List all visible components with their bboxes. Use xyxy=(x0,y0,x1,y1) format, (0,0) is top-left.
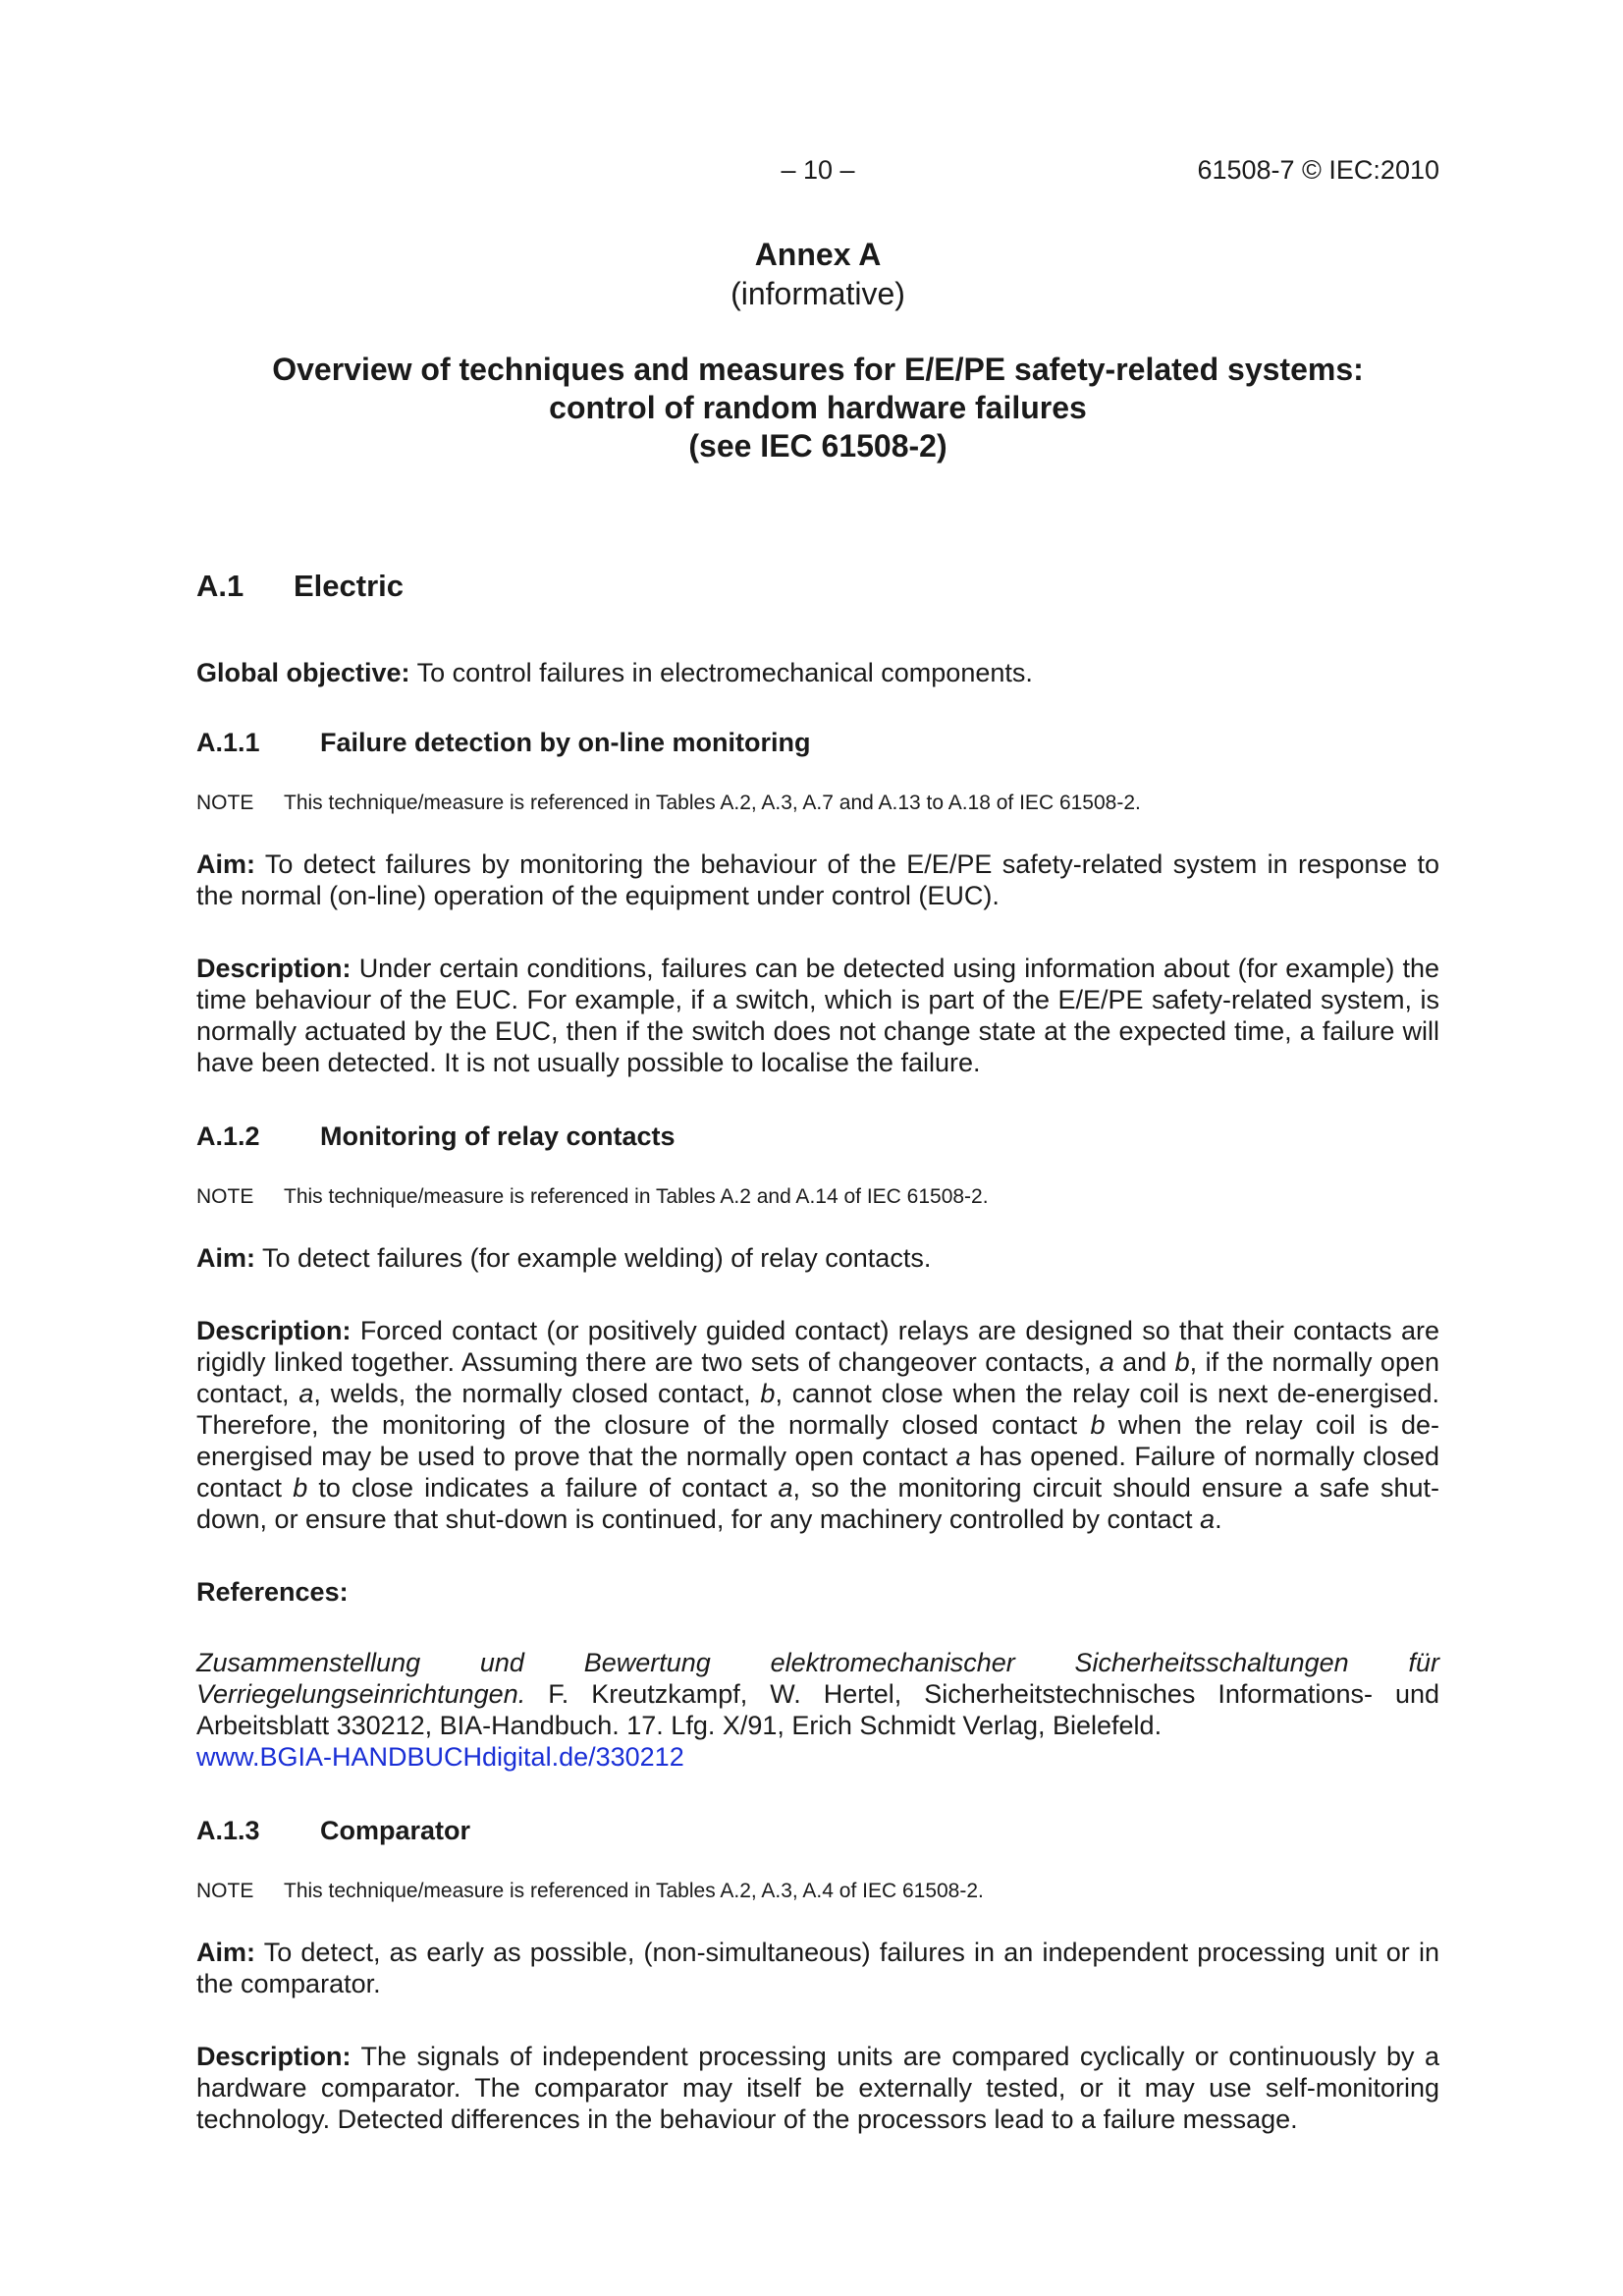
description-part: Forced contact (or positively guided contact) relays are designed so that their contacts are rigidly linked together. Assuming there are two sets of changeover contacts, xyxy=(196,1316,1439,1377)
aim-label: Aim: xyxy=(196,849,255,879)
contact-variable: a xyxy=(1200,1504,1216,1534)
contact-variable: a xyxy=(1099,1347,1114,1377)
description-part: when the relay coil is de-energised may be used to prove that the normally open contact xyxy=(196,1410,1440,1471)
contact-variable: a xyxy=(778,1473,793,1503)
description-paragraph xyxy=(196,953,1439,1078)
description-text: Under certain conditions, failures can be detected using information about (for example) the time behaviour of the EUC. For example, if a switch, which is part of the E/E/PE safety-related system, is normally actuated by the EUC, then if the switch does not change state at the expected time, a failure will have been detected. It is not usually possible to localise the failure. xyxy=(196,954,1439,1077)
contact-variable: b xyxy=(293,1473,308,1503)
global-objective-label: Global objective: xyxy=(196,658,410,687)
description-part: has opened. Failure of normally closed contact xyxy=(196,1442,1439,1503)
description-label: Description: xyxy=(196,954,352,983)
aim-text: To detect failures (for example welding) of relay contacts. xyxy=(262,1243,932,1273)
description-text xyxy=(196,1316,1439,1534)
description-part: , if the normally open contact, xyxy=(196,1347,1439,1408)
note-label: NOTE xyxy=(196,792,254,814)
reference-title: Zusammenstellung und Bewertung elektromechanischer Sicherheitsschaltungen für Verriegelungseinrichtungen. xyxy=(196,1648,1439,1709)
note-text: This technique/measure is referenced in Tables A.2, A.3, A.7 and A.13 to A.18 of IEC 61508-2. xyxy=(284,792,1141,814)
aim-text: To detect, as early as possible, (non-simultaneous) failures in an independent processing unit or in the comparator. xyxy=(196,1938,1439,1998)
subsection-number: A.1.3 xyxy=(196,1816,260,1845)
note xyxy=(196,1183,1439,1211)
description-part: to close indicates a failure of contact xyxy=(307,1473,779,1503)
aim-paragraph xyxy=(196,1937,1439,1999)
references-label: References: xyxy=(196,1577,349,1607)
contact-variable: b xyxy=(1174,1347,1190,1377)
section-title: Electric xyxy=(294,569,405,603)
page-number: – 10 – xyxy=(781,155,855,185)
aim-text: To detect failures by monitoring the behaviour of the E/E/PE safety-related system in response to the normal (on-line) operation of the equipment under control (EUC). xyxy=(196,849,1439,910)
annex-status: (informative) xyxy=(730,276,905,311)
note-text: This technique/measure is referenced in Tables A.2, A.3, A.4 of IEC 61508-2. xyxy=(284,1880,984,1902)
aim-paragraph xyxy=(196,848,1439,911)
description-part: , cannot close when the relay coil is next de-energised. Therefore, the monitoring of the closure of the normally closed contact xyxy=(196,1379,1440,1440)
note-label: NOTE xyxy=(196,1185,254,1208)
description-text: The signals of independent processing units are compared cyclically or continuously by a hardware comparator. The comparator may itself be externally tested, or it may use self-monitoring technology. Detected differences in the behaviour of the processors lead to a failure message. xyxy=(196,2042,1440,2134)
global-objective-text: To control failures in electromechanical components. xyxy=(416,658,1033,687)
subsection-title: Monitoring of relay contacts xyxy=(320,1121,676,1151)
note-label: NOTE xyxy=(196,1880,254,1902)
description-part: and xyxy=(1113,1347,1175,1377)
description-paragraph xyxy=(196,1315,1439,1535)
subsection-number: A.1.2 xyxy=(196,1121,260,1151)
contact-variable: a xyxy=(955,1442,971,1471)
description-label: Description: xyxy=(196,2042,352,2071)
subsection-number: A.1.1 xyxy=(196,728,260,757)
description-label: Description: xyxy=(196,1316,352,1345)
description-part: , so the monitoring circuit should ensure a safe shut-down, or ensure that shut-down is continued, for any machinery controlled by contact xyxy=(196,1473,1440,1534)
references-heading xyxy=(196,1576,1439,1608)
subsection-title: Comparator xyxy=(320,1816,471,1845)
annex-title-line: (see IEC 61508-2) xyxy=(688,428,947,464)
description-part: . xyxy=(1215,1504,1222,1534)
aim-label: Aim: xyxy=(196,1938,255,1967)
note xyxy=(196,790,1439,817)
page-header xyxy=(196,147,1439,191)
contact-variable: a xyxy=(298,1379,314,1408)
note-text: This technique/measure is referenced in Tables A.2 and A.14 of IEC 61508-2. xyxy=(284,1185,989,1208)
annex-title-line: control of random hardware failures xyxy=(549,390,1087,425)
reference-details: F. Kreutzkampf, W. Hertel, Sicherheitstechnisches Informations- und Arbeitsblatt 330212, BIA-Handbuch. 17. Lfg. X/91, Erich Schmidt Verlag, Bielefeld. xyxy=(196,1679,1439,1740)
aim-paragraph xyxy=(196,1242,1439,1274)
note xyxy=(196,1878,1439,1905)
contact-variable: b xyxy=(760,1379,776,1408)
annex-heading: Annex A xyxy=(754,237,882,272)
aim-label: Aim: xyxy=(196,1243,255,1273)
document-id: 61508-7 © IEC:2010 xyxy=(1197,155,1439,185)
document-page xyxy=(196,147,1439,2135)
subsection-title: Failure detection by on-line monitoring xyxy=(320,728,811,757)
description-part: , welds, the normally closed contact, xyxy=(313,1379,761,1408)
subsection-heading xyxy=(196,1816,1439,1846)
annex-title-line: Overview of techniques and measures for E/E/PE safety-related systems: xyxy=(272,352,1364,387)
reference-entry xyxy=(196,1647,1439,1773)
description-paragraph xyxy=(196,2041,1439,2135)
section-heading xyxy=(196,569,1439,604)
subsection-heading xyxy=(196,1121,1439,1152)
contact-variable: b xyxy=(1090,1410,1106,1440)
annex-title xyxy=(196,351,1439,465)
subsection-heading xyxy=(196,728,1439,758)
section-number: A.1 xyxy=(196,569,244,603)
reference-link[interactable]: www.BGIA-HANDBUCHdigital.de/330212 xyxy=(196,1742,684,1772)
global-objective xyxy=(196,657,1439,688)
